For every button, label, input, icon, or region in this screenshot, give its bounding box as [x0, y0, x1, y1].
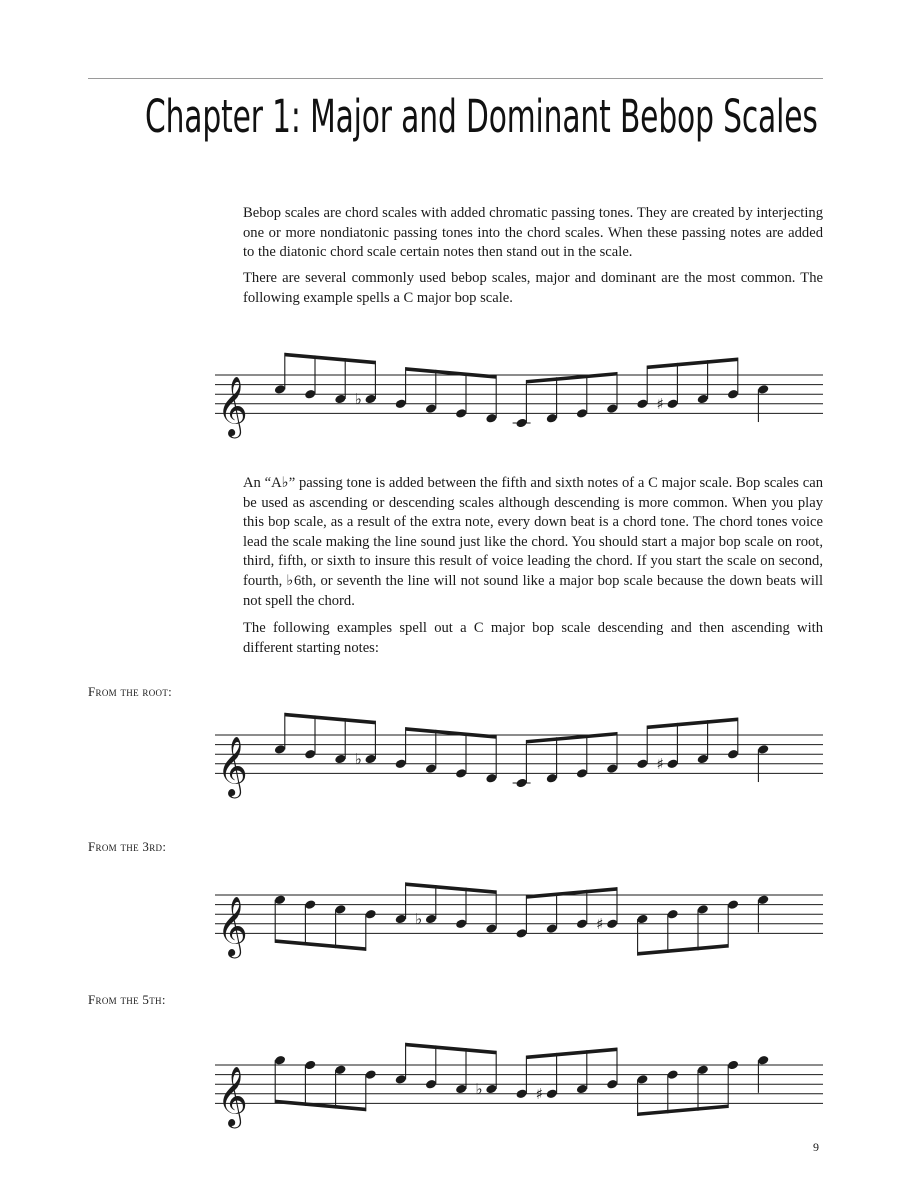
music-example-from-root — [0, 690, 902, 810]
chapter-title: Chapter 1: Major and Dominant Bebop Scales — [145, 90, 818, 143]
flat-icon: ♭ — [354, 750, 362, 768]
treble-clef-icon: 𝄞 — [217, 736, 248, 797]
note-beam — [638, 944, 729, 956]
note-beam — [526, 732, 617, 744]
note-beam — [526, 1048, 617, 1060]
note-beam — [406, 367, 497, 379]
common-scales-paragraph: There are several commonly used bebop scales, major and dominant are the most common. The following example spells a C major bop scale. — [243, 270, 823, 306]
page-number: 9 — [813, 1140, 819, 1154]
sharp-icon: ♯ — [656, 394, 664, 413]
note-beam — [275, 939, 366, 951]
caption-from-root: From the root: — [88, 684, 173, 699]
music-example-c-major-bop-scale — [0, 330, 902, 450]
note-beam — [406, 1043, 497, 1055]
note-beam — [647, 718, 738, 730]
passing-tone-paragraph: An “A♭” passing tone is added between the fifth and sixth notes of a C major scale. Bop scales can be used as ascending or descending scales although descending is more common. When you play this bop scale, as a result of the extra note, every down beat is a chord tone. The chord tones voice lead the scale making the line sound just like the chord. You should start a major bop scale on root, third, fifth, or sixth to insure this result of voice leading the chord. If you start the scale on second, fourth, ♭6th, or seventh the line will not sound like a major bop scale because the down beats will not spell the chord. — [243, 475, 823, 609]
note-beam — [526, 887, 617, 899]
note-beam — [406, 727, 497, 739]
sharp-icon: ♯ — [656, 754, 664, 773]
flat-icon: ♭ — [415, 910, 423, 928]
note-beam — [638, 1104, 729, 1116]
note-beam — [275, 1100, 366, 1112]
sharp-icon: ♯ — [535, 1084, 544, 1103]
sharp-icon: ♯ — [596, 914, 604, 933]
flat-icon: ♭ — [475, 1080, 483, 1098]
treble-clef-icon: 𝄞 — [217, 376, 248, 437]
note-beam — [285, 713, 376, 725]
examples-intro-paragraph: The following examples spell out a C major bop scale descending and then ascending with different starting notes: — [243, 620, 823, 656]
music-example-from-third — [0, 850, 902, 970]
flat-icon: ♭ — [354, 390, 362, 408]
caption-from-fifth: From the 5th: — [88, 992, 166, 1007]
note-beam — [406, 882, 497, 894]
intro-paragraph: Bebop scales are chord scales with added chromatic passing tones. They are created by interjecting one or more nondiatonic passing tones into the chord scales. When these passing notes are added to the diatonic chord scale certain notes then stand out in the scale. — [243, 205, 823, 261]
note-beam — [526, 372, 617, 384]
music-example-from-fifth — [0, 1020, 902, 1140]
note-beam — [285, 353, 376, 365]
caption-from-third: From the 3rd: — [88, 839, 167, 854]
note-beam — [647, 358, 738, 370]
top-rule — [88, 78, 823, 79]
treble-clef-icon: 𝄞 — [217, 896, 248, 957]
treble-clef-icon: 𝄞 — [217, 1066, 248, 1127]
